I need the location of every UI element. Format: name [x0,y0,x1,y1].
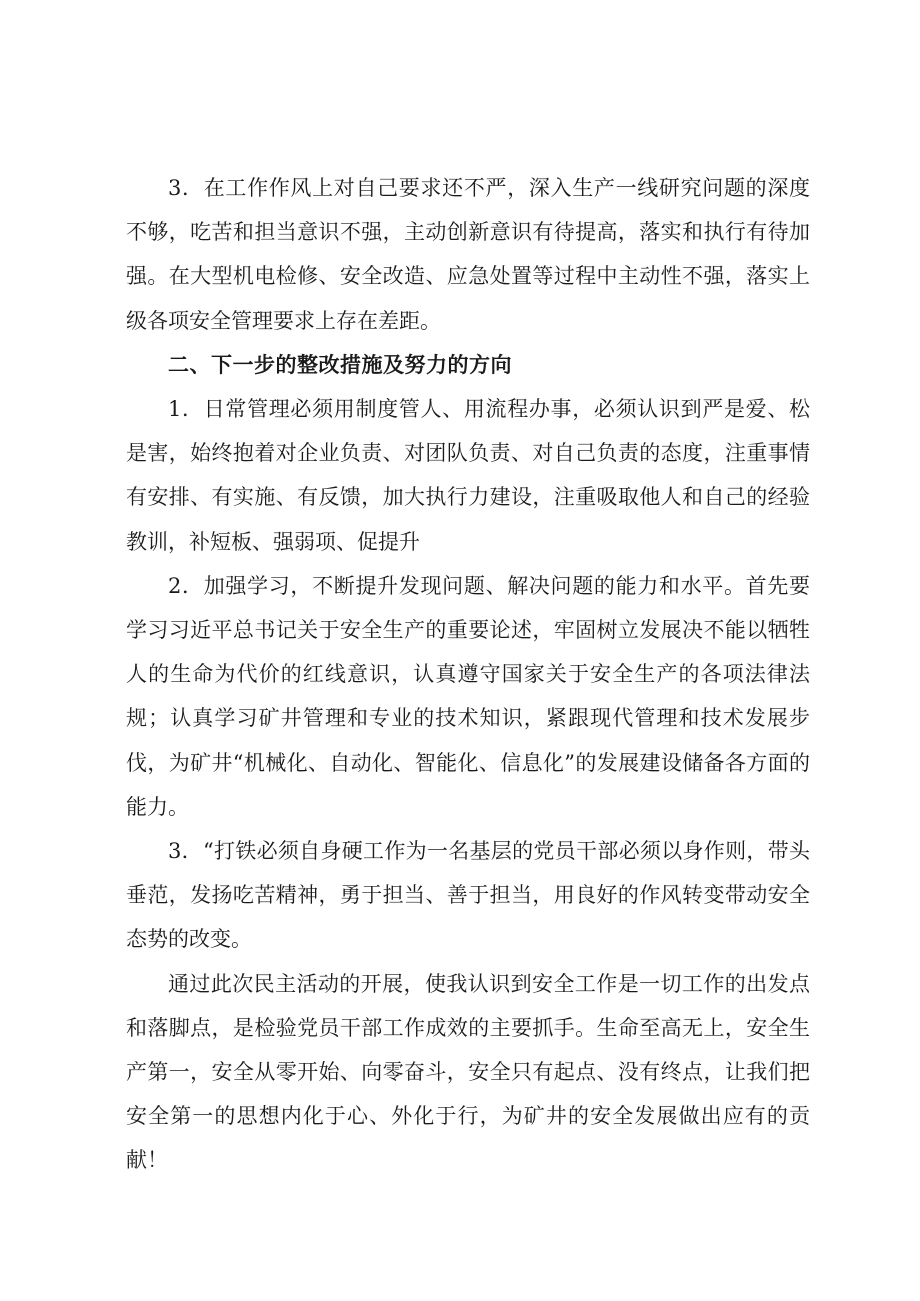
document-body [126,166,810,1183]
paragraph-item-1-daily-management: 1．日常管理必须用制度管人、用流程办事，必须认识到严是爱、松是害，始终抱着对企业负责、对团队负责、对自己负责的态度，注重事情有安排、有实施、有反馈，加大执行力建设，注重吸取他人和自己的经验教训，补短板、强弱项、促提升 [126,397,810,554]
section-heading-rectification: 二、下一步的整改措施及努力的方向 [168,352,512,377]
paragraph-item-2-learning: 2．加强学习，不断提升发现问题、解决问题的能力和水平。首先要学习习近平总书记关于安全生产的重要论述，牢固树立发展决不能以牺牲人的生命为代价的红线意识，认真遵守国家关于安全生产的各项法律法规；认真学习矿井管理和专业的技术知识，紧跟现代管理和技术发展步伐，为矿井“机械化、自动化、智能化、信息化”的发展建设储备各方面的能力。 [126,573,810,819]
paragraph-conclusion: 通过此次民主活动的开展，使我认识到安全工作是一切工作的出发点和落脚点，是检验党员干部工作成效的主要抓手。生命至高无上，安全生产第一，安全从零开始、向零奋斗，安全只有起点、没有终点，让我们把安全第一的思想内化于心、外化于行，为矿井的安全发展做出应有的贡献！ [126,971,810,1173]
paragraph-item-3-self-discipline: 3．“打铁必须自身硬工作为一名基层的党员干部必须以身作则，带头垂范，发扬吃苦精神，勇于担当、善于担当，用良好的作风转变带动安全态势的改变。 [126,839,810,952]
paragraph-item-3-work-style: 3．在工作作风上对自己要求还不严，深入生产一线研究问题的深度不够，吃苦和担当意识不强，主动创新意识有待提高，落实和执行有待加强。在大型机电检修、安全改造、应急处置等过程中主动性不强，落实上级各项安全管理要求上存在差距。 [126,176,810,333]
